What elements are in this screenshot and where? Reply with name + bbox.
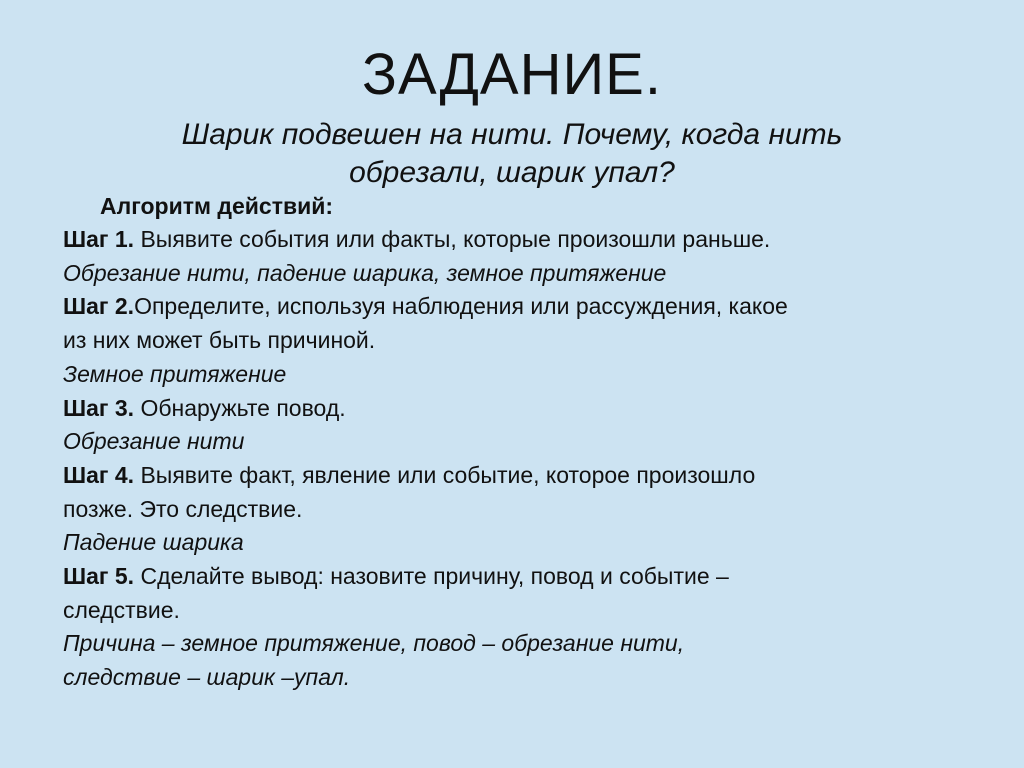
step-5-answer-line-2: следствие – шарик –упал. — [63, 664, 351, 691]
step-1-answer: Обрезание нити, падение шарика, земное притяжение — [63, 259, 667, 286]
step-2-instruction — [63, 290, 983, 324]
step-1-text: Выявите события или факты, которые произошли раньше. — [134, 226, 771, 252]
step-2-text: Определите, используя наблюдения или рассуждения, какое — [134, 293, 788, 320]
step-2-label: Шаг 2. — [63, 293, 135, 320]
step-5-label: Шаг 5. — [63, 563, 135, 590]
step-4-answer: Падение шарика — [63, 529, 244, 556]
algorithm-heading: Алгоритм действий: — [100, 193, 334, 219]
task-question — [112, 116, 912, 192]
task-question-line-2: обрезали, шарик упал? — [349, 156, 675, 189]
step-4-text-continued: позже. Это следствие. — [63, 495, 303, 522]
step-4-text: Выявите факт, явление или событие, которое произошло — [134, 461, 756, 488]
task-question-line-1: Шарик подвешен на нити. Почему, когда нить — [181, 118, 843, 151]
step-5-text-continued: следствие. — [63, 596, 180, 623]
step-4-label: Шаг 4. — [63, 461, 135, 488]
step-5-instruction — [63, 560, 983, 594]
slide-title: ЗАДАНИЕ. — [362, 42, 662, 107]
step-5-text: Сделайте вывод: назовите причину, повод и событие – — [134, 563, 729, 590]
algorithm-steps — [63, 223, 983, 695]
step-2-answer: Земное притяжение — [63, 360, 287, 387]
step-3-instruction — [63, 392, 983, 426]
step-1-label: Шаг 1. — [63, 226, 135, 252]
step-1-instruction — [63, 223, 983, 257]
step-3-label: Шаг 3. — [63, 394, 135, 421]
step-3-answer: Обрезание нити — [63, 428, 245, 455]
step-2-text-continued: из них может быть причиной. — [63, 327, 376, 354]
step-4-instruction — [63, 459, 983, 493]
step-3-text: Обнаружьте повод. — [134, 394, 346, 421]
step-5-answer-line-1: Причина – земное притяжение, повод – обрезание нити, — [63, 630, 685, 657]
